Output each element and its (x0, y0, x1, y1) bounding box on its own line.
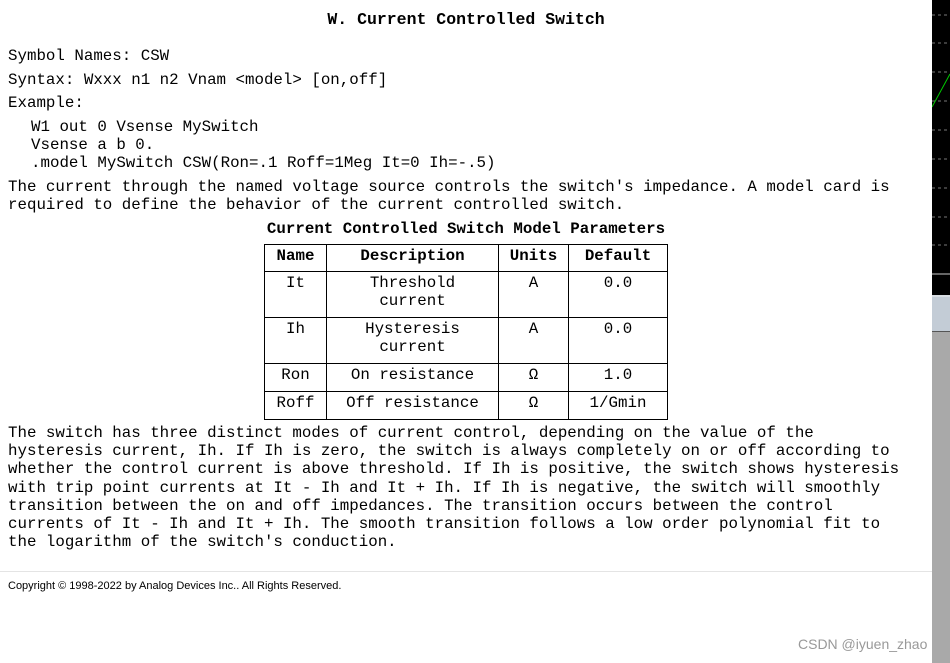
waveform-plot-edge (932, 0, 950, 295)
example-line: .model MySwitch CSW(Ron=.1 Roff=1Meg It=0 Ih=-.5) (31, 154, 496, 172)
background-window-edge (932, 0, 950, 663)
divider (0, 571, 932, 572)
cell: Roff (265, 392, 327, 420)
cell: Threshold current (327, 272, 499, 318)
header-default: Default (569, 245, 668, 272)
example-line: W1 out 0 Vsense MySwitch (31, 118, 259, 136)
table-row (265, 364, 668, 392)
description-paragraph (8, 424, 923, 551)
para-line: currents of It - Ih and It + Ih. The smooth transition follows a low order polynomial fit to (8, 515, 881, 534)
para-line: transition between the on and off impedances. The transition occurs between the control (8, 496, 833, 515)
cell: 0.0 (569, 318, 668, 364)
cell: Ω (499, 364, 569, 392)
table-row (265, 392, 668, 420)
cell: Ω (499, 392, 569, 420)
table-caption: Current Controlled Switch Model Parameters (266, 220, 666, 238)
cell: 1/Gmin (569, 392, 668, 420)
cell: On resistance (327, 364, 499, 392)
window-titlebar-edge (932, 295, 950, 332)
cell: It (265, 272, 327, 318)
para-line: hysteresis current, Ih. If Ih is zero, the switch is always completely on or off according to (8, 442, 890, 461)
header-description: Description (327, 245, 499, 272)
intro-text: required to define the behavior of the current controlled switch. (8, 196, 625, 214)
cell: 1.0 (569, 364, 668, 392)
parameters-table (264, 244, 668, 420)
cell: 0.0 (569, 272, 668, 318)
para-line: The switch has three distinct modes of current control, depending on the value of the (8, 424, 814, 442)
para-line: with trip point currents at It - Ih and It + Ih. If Ih is negative, the switch will smoothly (8, 478, 881, 497)
symbol-names: Symbol Names: CSW (8, 47, 170, 65)
cell: Off resistance (327, 392, 499, 420)
cell: Ron (265, 364, 327, 392)
example-label: Example: (8, 94, 84, 112)
para-line: whether the control current is above threshold. If Ih is positive, the switch shows hysteresis (8, 460, 900, 479)
cell: Ih (265, 318, 327, 364)
waveform-trace (932, 0, 950, 295)
cell: Hysteresis current (327, 318, 499, 364)
example-line: Vsense a b 0. (31, 136, 155, 154)
cell: A (499, 318, 569, 364)
header-units: Units (499, 245, 569, 272)
syntax: Syntax: Wxxx n1 n2 Vnam <model> [on,off] (8, 71, 388, 89)
table-row (265, 318, 668, 364)
watermark: CSDN @iyuen_zhao (798, 636, 928, 652)
table-row (265, 272, 668, 318)
intro-text: The current through the named voltage source controls the switch's impedance. A model card is (8, 178, 890, 196)
table-header-row (265, 245, 668, 272)
cell: A (499, 272, 569, 318)
header-name: Name (265, 245, 327, 272)
para-line: the logarithm of the switch's conduction. (8, 533, 397, 552)
copyright: Copyright © 1998-2022 by Analog Devices Inc.. All Rights Reserved. (8, 580, 342, 592)
page-title: W. Current Controlled Switch (327, 10, 605, 29)
